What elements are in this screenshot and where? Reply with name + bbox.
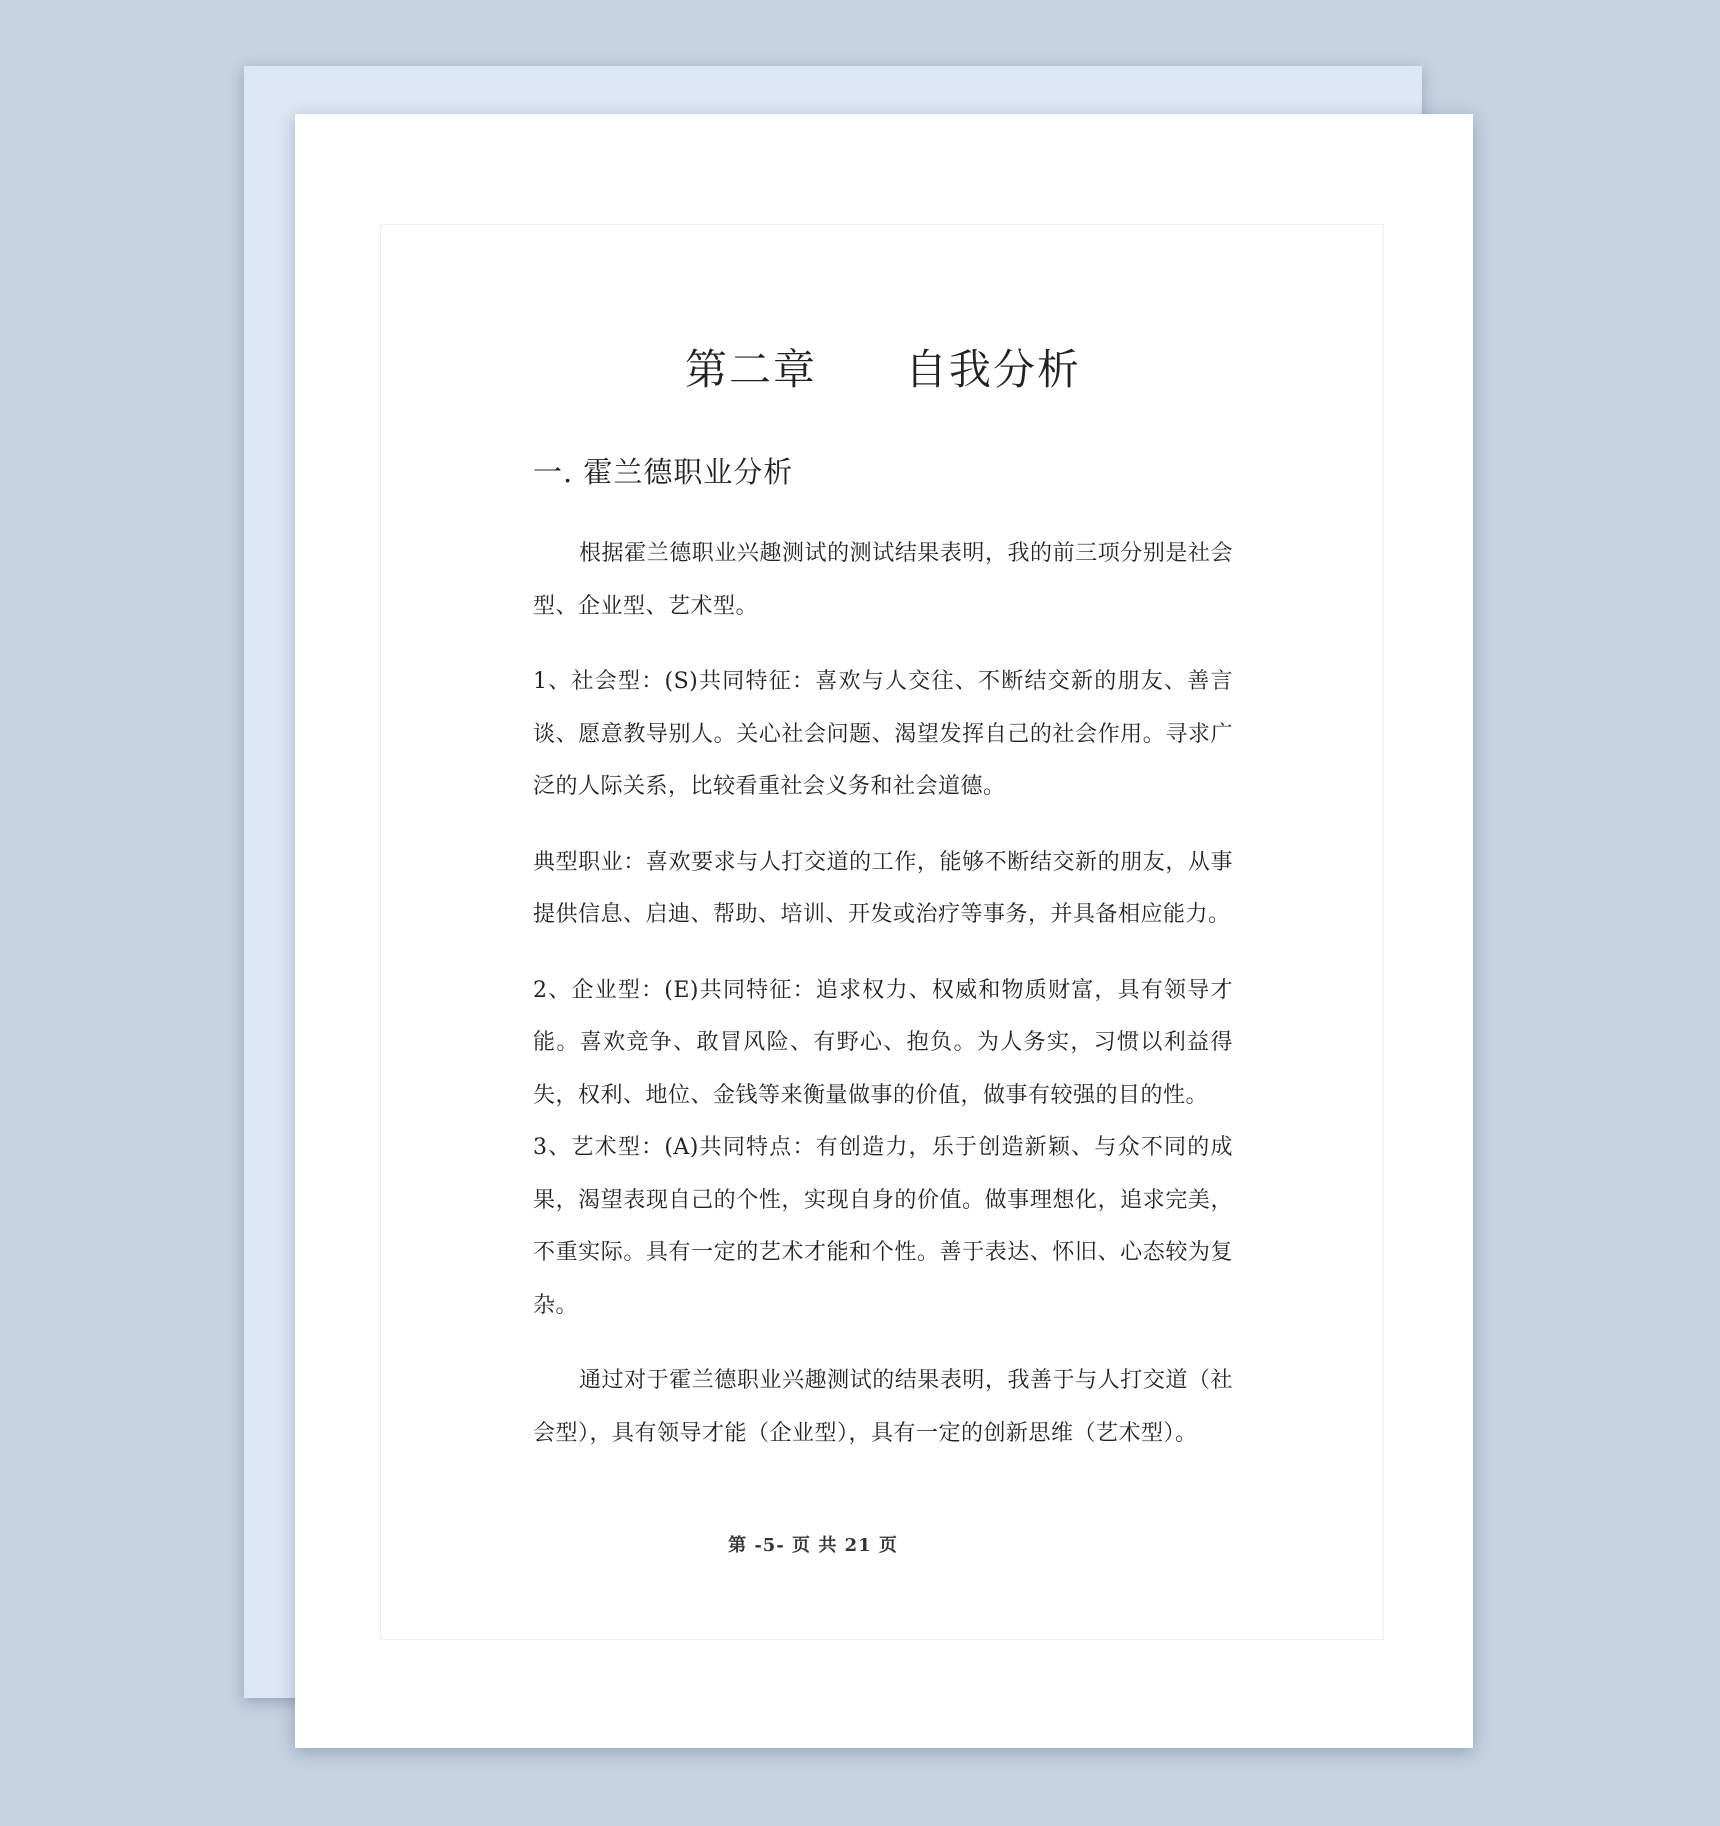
body-text bbox=[533, 528, 1233, 1460]
paragraph-artistic-type: 3、艺术型：(A)共同特点：有创造力，乐于创造新颖、与众不同的成果，渴望表现自己的个性，实现自身的价值。做事理想化，追求完美，不重实际。具有一定的艺术才能和个性。善于表达、怀旧、心态较为复杂。 bbox=[533, 1135, 1233, 1318]
paragraph-intro: 根据霍兰德职业兴趣测试的测试结果表明，我的前三项分别是社会型、企业型、艺术型。 bbox=[533, 541, 1233, 619]
paragraph-social-type: 1、社会型：(S)共同特征：喜欢与人交往、不断结交新的朋友、善言谈、愿意教导别人。关心社会问题、渴望发挥自己的社会作用。寻求广泛的人际关系，比较看重社会义务和社会道德。 bbox=[533, 669, 1233, 799]
chapter-title: 第二章 自我分析 bbox=[684, 345, 1081, 394]
page-number-footer: 第 -5- 页 共 21 页 bbox=[728, 1535, 898, 1556]
document-page bbox=[295, 114, 1473, 1748]
section-title: 一. 霍兰德职业分析 bbox=[533, 455, 794, 489]
paragraph-typical-jobs: 典型职业：喜欢要求与人打交道的工作，能够不断结交新的朋友，从事提供信息、启迪、帮助、培训、开发或治疗等事务，并具备相应能力。 bbox=[533, 849, 1233, 927]
paragraph-conclusion: 通过对于霍兰德职业兴趣测试的结果表明，我善于与人打交道（社会型），具有领导才能（企业型），具有一定的创新思维（艺术型）。 bbox=[533, 1368, 1233, 1446]
paragraph-enterprise-type: 2、企业型：(E)共同特征：追求权力、权威和物质财富，具有领导才能。喜欢竞争、敢冒风险、有野心、抱负。为人务实，习惯以利益得失，权利、地位、金钱等来衡量做事的价值，做事有较强的目的性。 bbox=[533, 977, 1233, 1108]
page-content bbox=[533, 114, 1233, 1748]
